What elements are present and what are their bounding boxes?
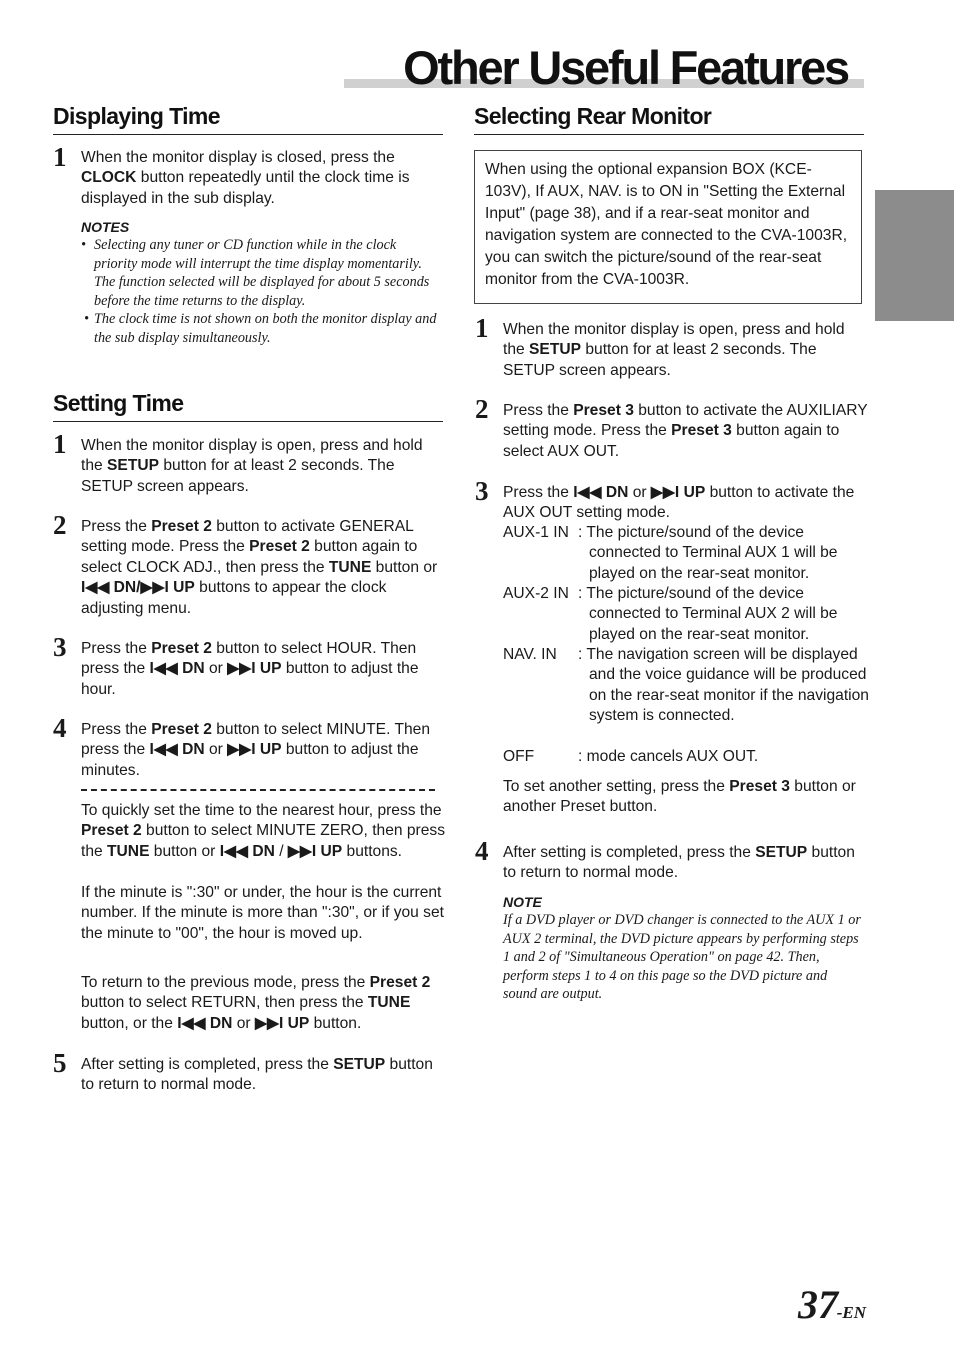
- step-text: Press the Preset 2 button to activate GENERAL setting mode. Press the Preset 2 button again to select CLOCK ADJ., then press the TUNE button or I◀◀ DN/▶▶I UP buttons to appear the clock adjusting menu.: [81, 518, 438, 617]
- step-text: When the monitor display is open, press and hold the SETUP button for at least 2 seconds. The SETUP screen appears.: [503, 321, 845, 379]
- step-text: When the monitor display is closed, press the CLOCK button repeatedly until the clock time is displayed in the sub display.: [81, 149, 410, 207]
- note-heading: NOTE: [503, 894, 542, 910]
- option-label: NAV. IN: [503, 646, 557, 663]
- step-number: 4: [475, 836, 489, 866]
- step-text: When the monitor display is open, press and hold the SETUP button for at least 2 seconds. The SETUP screen appears.: [81, 437, 423, 495]
- option-label: AUX-2 IN: [503, 585, 569, 602]
- step-number: 3: [53, 632, 67, 662]
- step-text: Press the Preset 3 button to activate the AUXILIARY setting mode. Press the Preset 3 button again to select AUX OUT.: [503, 402, 868, 460]
- option-label: AUX-1 IN: [503, 524, 569, 541]
- side-tab-marker: [875, 190, 954, 321]
- section-heading-setting-time: Setting Time: [53, 389, 443, 422]
- step-number: 2: [475, 394, 489, 424]
- info-box: When using the optional expansion BOX (KCE-103V), If AUX, NAV. is to ON in "Setting the External Input" (page 38), and if a rear-seat monitor and navigation system are connected to the CVA-1003R, you can switch the picture/sound of the rear-seat monitor from the CVA-1003R.: [474, 150, 862, 304]
- option-label: OFF: [503, 748, 535, 765]
- option-description: : The navigation screen will be displayed and the voice guidance will be produced on the rear-seat monitor if the navigation system is connected.: [578, 646, 869, 725]
- step-text: After setting is completed, press the SETUP button to return to normal mode.: [503, 844, 855, 882]
- dashed-divider: [81, 789, 435, 791]
- step-number: 1: [53, 142, 67, 172]
- option-description: : mode cancels AUX OUT.: [578, 748, 759, 765]
- step-number: 2: [53, 510, 67, 540]
- note-item: • The clock time is not shown on both the monitor display and the sub display simultaneously.: [84, 311, 437, 346]
- step-number: 5: [53, 1048, 67, 1078]
- step-number: 1: [475, 313, 489, 343]
- step-text: Press the Preset 2 button to select MINUTE. Then press the I◀◀ DN or ▶▶I UP button to adjust the minutes.: [81, 721, 431, 779]
- page-title: Other Useful Features: [403, 41, 848, 94]
- note-text: If a DVD player or DVD changer is connected to the AUX 1 or AUX 2 terminal, the DVD picture appears by performing steps 1 and 2 of "Simultaneous Operation" on page 42. Then, perform steps 1 to 4 on this page so the DVD picture and sound are output.: [503, 912, 861, 1003]
- section-heading-displaying-time: Displaying Time: [53, 102, 443, 135]
- step-number: 4: [53, 713, 67, 743]
- step-text: Press the Preset 2 button to select HOUR. Then press the I◀◀ DN or ▶▶I UP button to adjust the hour.: [81, 640, 419, 698]
- page-number-suffix: -EN: [836, 1303, 866, 1322]
- tip-text: To return to the previous mode, press the Preset 2 button to select RETURN, then press the TUNE button, or the I◀◀ DN or ▶▶I UP button.: [81, 974, 431, 1032]
- step-text: Press the I◀◀ DN or ▶▶I UP button to activate the AUX OUT setting mode.: [503, 484, 855, 522]
- step-number: 1: [53, 429, 67, 459]
- step-text: After setting is completed, press the SETUP button to return to normal mode.: [81, 1056, 433, 1094]
- page-number: 37: [798, 1282, 838, 1327]
- option-description: : The picture/sound of the device connected to Terminal AUX 1 will be played on the rear-seat monitor.: [578, 524, 838, 582]
- tip-text: If the minute is ":30" or under, the hour is the current number. If the minute is more than ":30", or if you set the minute to "00", the hour is moved up.: [81, 884, 444, 942]
- notes-list: [81, 236, 441, 348]
- section-heading-selecting-rear-monitor: Selecting Rear Monitor: [474, 102, 864, 135]
- tip-text: To quickly set the time to the nearest hour, press the Preset 2 button to select MINUTE ZERO, then press the TUNE button or I◀◀ DN / ▶▶I UP buttons.: [81, 802, 446, 860]
- note-item: • Selecting any tuner or CD function while in the clock priority mode will interrupt the time display momentarily. The function selected will be displayed for about 5 seconds before the time returns to the display.: [81, 237, 430, 309]
- step-number: 3: [475, 476, 489, 506]
- notes-heading: NOTES: [81, 219, 130, 235]
- tip-text: To set another setting, press the Preset 3 button or another Preset button.: [503, 778, 856, 816]
- option-description: : The picture/sound of the device connected to Terminal AUX 2 will be played on the rear-seat monitor.: [578, 585, 838, 643]
